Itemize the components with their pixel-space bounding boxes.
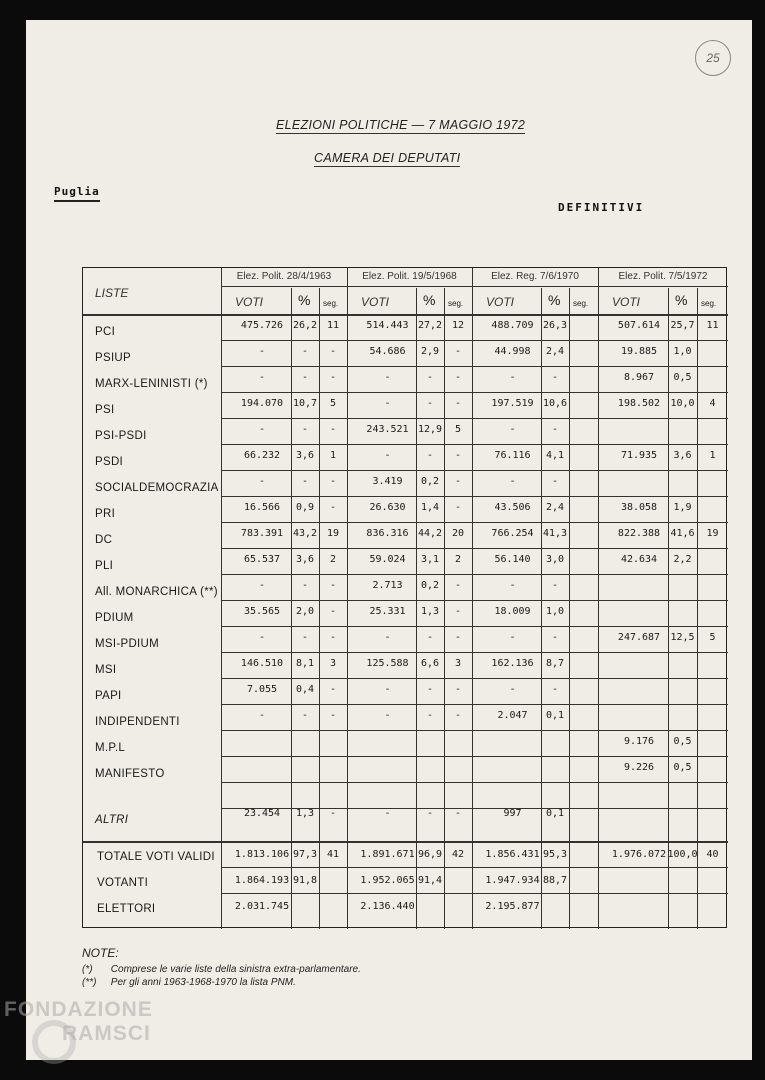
party-label: PSI (95, 404, 115, 416)
table-cell: 822.388 (617, 528, 661, 539)
party-label: INDIPENDENTI (95, 716, 180, 728)
party-label: PRI (95, 508, 116, 520)
table-cell: - (329, 580, 337, 591)
table-cell: 1,4 (420, 502, 440, 513)
table-cell: 27,2 (417, 320, 443, 331)
table-cell: - (301, 424, 309, 435)
table-cell: 1 (709, 450, 716, 461)
column-divider (697, 288, 698, 929)
table-cell: 1.976.072 (611, 849, 667, 860)
table-cell: 1.856.431 (485, 849, 540, 860)
table-cell: 91,8 (292, 875, 318, 886)
table-cell: 44,2 (417, 528, 443, 539)
table-cell: 2.031.745 (234, 901, 290, 912)
table-cell: 97,3 (292, 849, 318, 860)
row-divider (221, 418, 728, 419)
table-cell: 0,4 (295, 684, 315, 695)
pct-header: % (298, 292, 311, 308)
table-cell: 766.254 (491, 528, 534, 539)
table-cell: 0,2 (420, 580, 440, 591)
table-cell: 11 (706, 320, 719, 331)
table-cell: 0,9 (295, 502, 315, 513)
pct-header: % (548, 292, 561, 308)
table-cell: - (454, 808, 462, 819)
table-cell: 2,2 (673, 554, 692, 565)
table-cell: - (454, 710, 462, 721)
row-divider (221, 652, 728, 653)
table-cell: 54.686 (369, 346, 406, 357)
table-cell: 1,3 (295, 808, 315, 819)
table-cell: 7.055 (246, 684, 278, 695)
table-cell: 2 (329, 554, 337, 565)
table-cell: - (509, 580, 516, 591)
table-cell: 0,2 (420, 476, 440, 487)
table-cell: 91,4 (417, 875, 443, 886)
table-cell: - (454, 346, 462, 357)
party-label: PCI (95, 326, 116, 338)
table-cell: - (426, 710, 434, 721)
table-cell: 3,1 (420, 554, 440, 565)
table-cell: 2,4 (545, 346, 565, 357)
table-cell: 41,3 (542, 528, 568, 539)
table-cell: - (551, 424, 559, 435)
document-subtitle: CAMERA DEI DEPUTATI (314, 151, 461, 165)
table-cell: - (301, 346, 309, 357)
table-cell: - (384, 684, 391, 695)
table-cell: 44.998 (494, 346, 531, 357)
table-cell: 3,6 (673, 450, 692, 461)
table-cell: 125.588 (366, 658, 409, 669)
table-cell: - (454, 684, 462, 695)
party-label: MARX-LENINISTI (*) (95, 378, 208, 390)
row-divider (221, 867, 728, 868)
table-cell: 25.331 (369, 606, 406, 617)
table-cell: - (384, 808, 391, 819)
region-label: Puglia (54, 185, 100, 202)
table-cell: 3,0 (545, 554, 565, 565)
table-cell: 1,0 (673, 346, 692, 357)
table-cell: 9.226 (623, 762, 655, 773)
table-cell: 19.885 (620, 346, 658, 357)
column-divider (541, 288, 542, 929)
row-divider (221, 522, 728, 523)
watermark-line2: RAMSCI (62, 1022, 151, 1045)
column-divider (569, 288, 570, 929)
header-bottom (83, 314, 728, 316)
document-title: ELEZIONI POLITICHE — 7 MAGGIO 1972 (276, 118, 526, 132)
table-cell: 8.967 (623, 372, 655, 383)
table-cell: - (384, 450, 391, 461)
column-divider (347, 268, 348, 929)
table-cell: 5 (709, 632, 716, 643)
table-cell: 3.419 (372, 476, 403, 487)
table-cell: 65.537 (243, 554, 281, 565)
table-cell: 71.935 (620, 450, 658, 461)
seg-header: seg. (573, 299, 589, 308)
table-cell: 2,4 (545, 502, 565, 513)
status-label: DEFINITIVI (558, 201, 645, 214)
table-cell: - (329, 606, 337, 617)
party-label: PAPI (95, 690, 122, 702)
party-label: PSI-PSDI (95, 430, 147, 442)
party-label: PSDI (95, 456, 124, 468)
table-cell: 96,9 (417, 849, 443, 860)
table-cell: - (258, 710, 266, 721)
table-cell: - (426, 398, 434, 409)
table-cell: 19 (706, 528, 719, 539)
table-cell: 247.687 (617, 632, 661, 643)
table-cell: - (301, 632, 309, 643)
column-divider (319, 288, 320, 929)
table-cell: 35.565 (243, 606, 281, 617)
table-cell: - (509, 632, 516, 643)
table-cell: 5 (329, 398, 337, 409)
table-cell: - (426, 632, 434, 643)
pct-header: % (423, 292, 436, 308)
table-cell: 10,6 (542, 398, 568, 409)
table-cell: 2,0 (295, 606, 315, 617)
table-cell: - (258, 424, 266, 435)
table-cell: 507.614 (617, 320, 661, 331)
row-divider (221, 444, 728, 445)
election-header: Elez. Polit. 19/5/1968 (362, 271, 457, 282)
table-cell: 2.713 (372, 580, 403, 591)
header-divider (221, 286, 728, 287)
table-cell: 162.136 (491, 658, 534, 669)
table-cell: 488.709 (491, 320, 534, 331)
table-cell: 16.566 (243, 502, 281, 513)
voti-header: VOTI (612, 295, 641, 309)
note-mark: (**) (82, 977, 97, 988)
table-cell: 10,7 (292, 398, 318, 409)
note-text: Per gli anni 1963-1968-1970 la lista PNM. (110, 977, 296, 988)
table-cell: - (384, 710, 391, 721)
table-cell: 6,6 (420, 658, 440, 669)
table-cell: - (509, 372, 516, 383)
table-cell: - (426, 372, 434, 383)
table-cell: 1,0 (545, 606, 565, 617)
table-cell: 1.813.106 (234, 849, 290, 860)
table-cell: - (301, 710, 309, 721)
table-cell: 0,5 (673, 736, 692, 747)
party-label: TOTALE VOTI VALIDI (97, 851, 215, 863)
table-cell: 997 (503, 808, 522, 819)
seg-header: seg. (701, 299, 717, 308)
table-cell: - (509, 476, 516, 487)
table-cell: 1,3 (420, 606, 440, 617)
table-cell: 8,1 (295, 658, 315, 669)
notes-section (82, 946, 361, 988)
note-line (82, 977, 361, 988)
table-cell: 1 (329, 450, 337, 461)
table-cell: 26.630 (369, 502, 406, 513)
table-cell: 42 (451, 849, 465, 860)
table-cell: 0,1 (545, 808, 565, 819)
note-text: Comprese le varie liste della sinistra extra-parlamentare. (110, 964, 361, 975)
party-label: ALTRI (95, 814, 129, 826)
table-cell: 59.024 (369, 554, 406, 565)
table-cell: - (426, 684, 434, 695)
table-cell: 4,1 (545, 450, 565, 461)
party-label: MANIFESTO (95, 768, 165, 780)
party-label: VOTANTI (97, 877, 149, 889)
seg-header: seg. (323, 299, 339, 308)
table-cell: - (384, 398, 391, 409)
row-divider (221, 548, 728, 549)
table-cell: - (258, 476, 266, 487)
table-cell: 26,3 (542, 320, 568, 331)
watermark-line1: FONDAZIONE (4, 998, 153, 1021)
table-cell: 1.952.065 (360, 875, 415, 886)
table-cell: 23.454 (243, 808, 281, 819)
table-cell: - (329, 372, 337, 383)
table-cell: - (551, 580, 559, 591)
row-divider (221, 600, 728, 601)
party-label: All. MONARCHICA (**) (95, 586, 218, 598)
table-cell: 41,6 (670, 528, 695, 539)
table-cell: 76.116 (494, 450, 531, 461)
table-cell: - (454, 580, 462, 591)
table-cell: 42.634 (620, 554, 658, 565)
table-cell: 8,7 (545, 658, 565, 669)
party-label: SOCIALDEMOCRAZIA (95, 482, 219, 494)
table-cell: 2.136.440 (360, 901, 415, 912)
table-cell: 12,9 (417, 424, 443, 435)
table-cell: - (551, 684, 559, 695)
table-cell: - (426, 450, 434, 461)
party-label: DC (95, 534, 113, 546)
table-cell: 194.070 (240, 398, 284, 409)
table-cell: - (329, 808, 337, 819)
row-divider (221, 893, 728, 894)
column-divider (291, 288, 292, 929)
table-cell: 26,2 (292, 320, 318, 331)
liste-header: LISTE (95, 286, 129, 300)
table-cell: 1.864.193 (234, 875, 290, 886)
row-divider (221, 574, 728, 575)
column-divider (444, 288, 445, 929)
table-cell: - (329, 710, 337, 721)
table-cell: - (329, 632, 337, 643)
table-cell: 0,5 (673, 762, 692, 773)
table-cell: - (258, 632, 266, 643)
voti-header: VOTI (235, 295, 264, 309)
table-cell: - (329, 684, 337, 695)
table-cell: - (551, 476, 559, 487)
party-label: M.P.L (95, 742, 126, 754)
table-cell: 0,5 (673, 372, 692, 383)
table-cell: - (329, 476, 337, 487)
table-cell: 12 (451, 320, 465, 331)
row-divider (221, 704, 728, 705)
table-cell: 9.176 (623, 736, 655, 747)
table-cell: 3 (454, 658, 462, 669)
row-divider (221, 730, 728, 731)
archive-stamp: 25 (695, 40, 731, 76)
table-cell: 100,0 (667, 849, 698, 860)
row-divider (221, 626, 728, 627)
election-header: Elez. Polit. 28/4/1963 (236, 271, 332, 282)
row-divider (221, 756, 728, 757)
party-label: PLI (95, 560, 114, 572)
table-cell: - (454, 502, 462, 513)
table-cell: 19 (326, 528, 340, 539)
row-divider (221, 340, 728, 341)
table-cell: - (454, 476, 462, 487)
table-cell: - (301, 580, 309, 591)
table-cell: - (454, 606, 462, 617)
table-cell: 2.047 (497, 710, 528, 721)
table-cell: 11 (326, 320, 340, 331)
table-cell: 12,5 (670, 632, 695, 643)
table-cell: 0,1 (545, 710, 565, 721)
table-cell: - (301, 476, 309, 487)
column-divider (668, 288, 669, 929)
table-cell: 41 (326, 849, 340, 860)
party-label: PDIUM (95, 612, 134, 624)
table-cell: - (454, 398, 462, 409)
table-cell: 3,6 (295, 554, 315, 565)
table-cell: 475.726 (240, 320, 284, 331)
row-divider (221, 678, 728, 679)
note-line (82, 964, 361, 975)
voti-header: VOTI (361, 295, 390, 309)
table-cell: - (551, 632, 559, 643)
table-cell: 2,9 (420, 346, 440, 357)
voti-header: VOTI (486, 295, 515, 309)
table-cell: - (454, 632, 462, 643)
table-cell: 3 (329, 658, 337, 669)
note-mark: (*) (82, 964, 93, 975)
table-cell: - (301, 372, 309, 383)
table-cell: 1.891.671 (360, 849, 415, 860)
notes-title: NOTE: (82, 946, 119, 960)
election-header: Elez. Polit. 7/5/1972 (618, 271, 708, 282)
table-cell: 4 (709, 398, 716, 409)
table-cell: - (384, 632, 391, 643)
table-cell: 783.391 (240, 528, 284, 539)
table-cell: - (426, 808, 434, 819)
table-cell: - (258, 372, 266, 383)
table-cell: 836.316 (366, 528, 409, 539)
table-cell: - (384, 372, 391, 383)
table-cell: - (454, 372, 462, 383)
table-cell: 1,9 (673, 502, 692, 513)
table-cell: 20 (451, 528, 465, 539)
table-cell: 18.009 (494, 606, 531, 617)
table-cell: 43.506 (494, 502, 531, 513)
row-divider (221, 366, 728, 367)
table-cell: - (258, 580, 266, 591)
table-cell: 25,7 (670, 320, 695, 331)
column-divider (416, 288, 417, 929)
election-header: Elez. Reg. 7/6/1970 (491, 271, 579, 282)
party-label: MSI (95, 664, 117, 676)
table-cell: - (329, 346, 337, 357)
row-divider (221, 782, 728, 783)
table-cell: 3,6 (295, 450, 315, 461)
table-cell: 43,2 (292, 528, 318, 539)
column-divider (221, 268, 222, 929)
table-cell: - (509, 684, 516, 695)
table-cell: 38.058 (620, 502, 658, 513)
table-cell: 197.519 (491, 398, 534, 409)
table-cell: 243.521 (366, 424, 409, 435)
table-cell: 88,7 (542, 875, 568, 886)
column-divider (472, 268, 473, 929)
table-cell: 1.947.934 (485, 875, 540, 886)
table-cell: - (509, 424, 516, 435)
table-cell: - (454, 450, 462, 461)
table-cell: 95,3 (542, 849, 568, 860)
row-divider (221, 392, 728, 393)
table-cell: - (551, 372, 559, 383)
table-cell: 40 (706, 849, 719, 860)
row-divider (221, 496, 728, 497)
table-cell: 56.140 (494, 554, 531, 565)
totals-divider (83, 841, 728, 843)
row-divider (221, 470, 728, 471)
pct-header: % (675, 292, 688, 308)
table-cell: - (258, 346, 266, 357)
table-cell: 5 (454, 424, 462, 435)
table-cell: 2.195.877 (485, 901, 540, 912)
column-divider (598, 268, 599, 929)
table-cell: 198.502 (617, 398, 661, 409)
table-cell: 514.443 (366, 320, 409, 331)
table-cell: 146.510 (240, 658, 284, 669)
table-cell: 10,0 (670, 398, 695, 409)
table-cell: 66.232 (243, 450, 281, 461)
party-label: ELETTORI (97, 903, 156, 915)
table-cell: - (329, 502, 337, 513)
seg-header: seg. (448, 299, 464, 308)
table-cell: - (329, 424, 337, 435)
party-label: PSIUP (95, 352, 132, 364)
table-cell: 2 (454, 554, 462, 565)
results-table (82, 267, 727, 928)
party-label: MSI-PDIUM (95, 638, 160, 650)
